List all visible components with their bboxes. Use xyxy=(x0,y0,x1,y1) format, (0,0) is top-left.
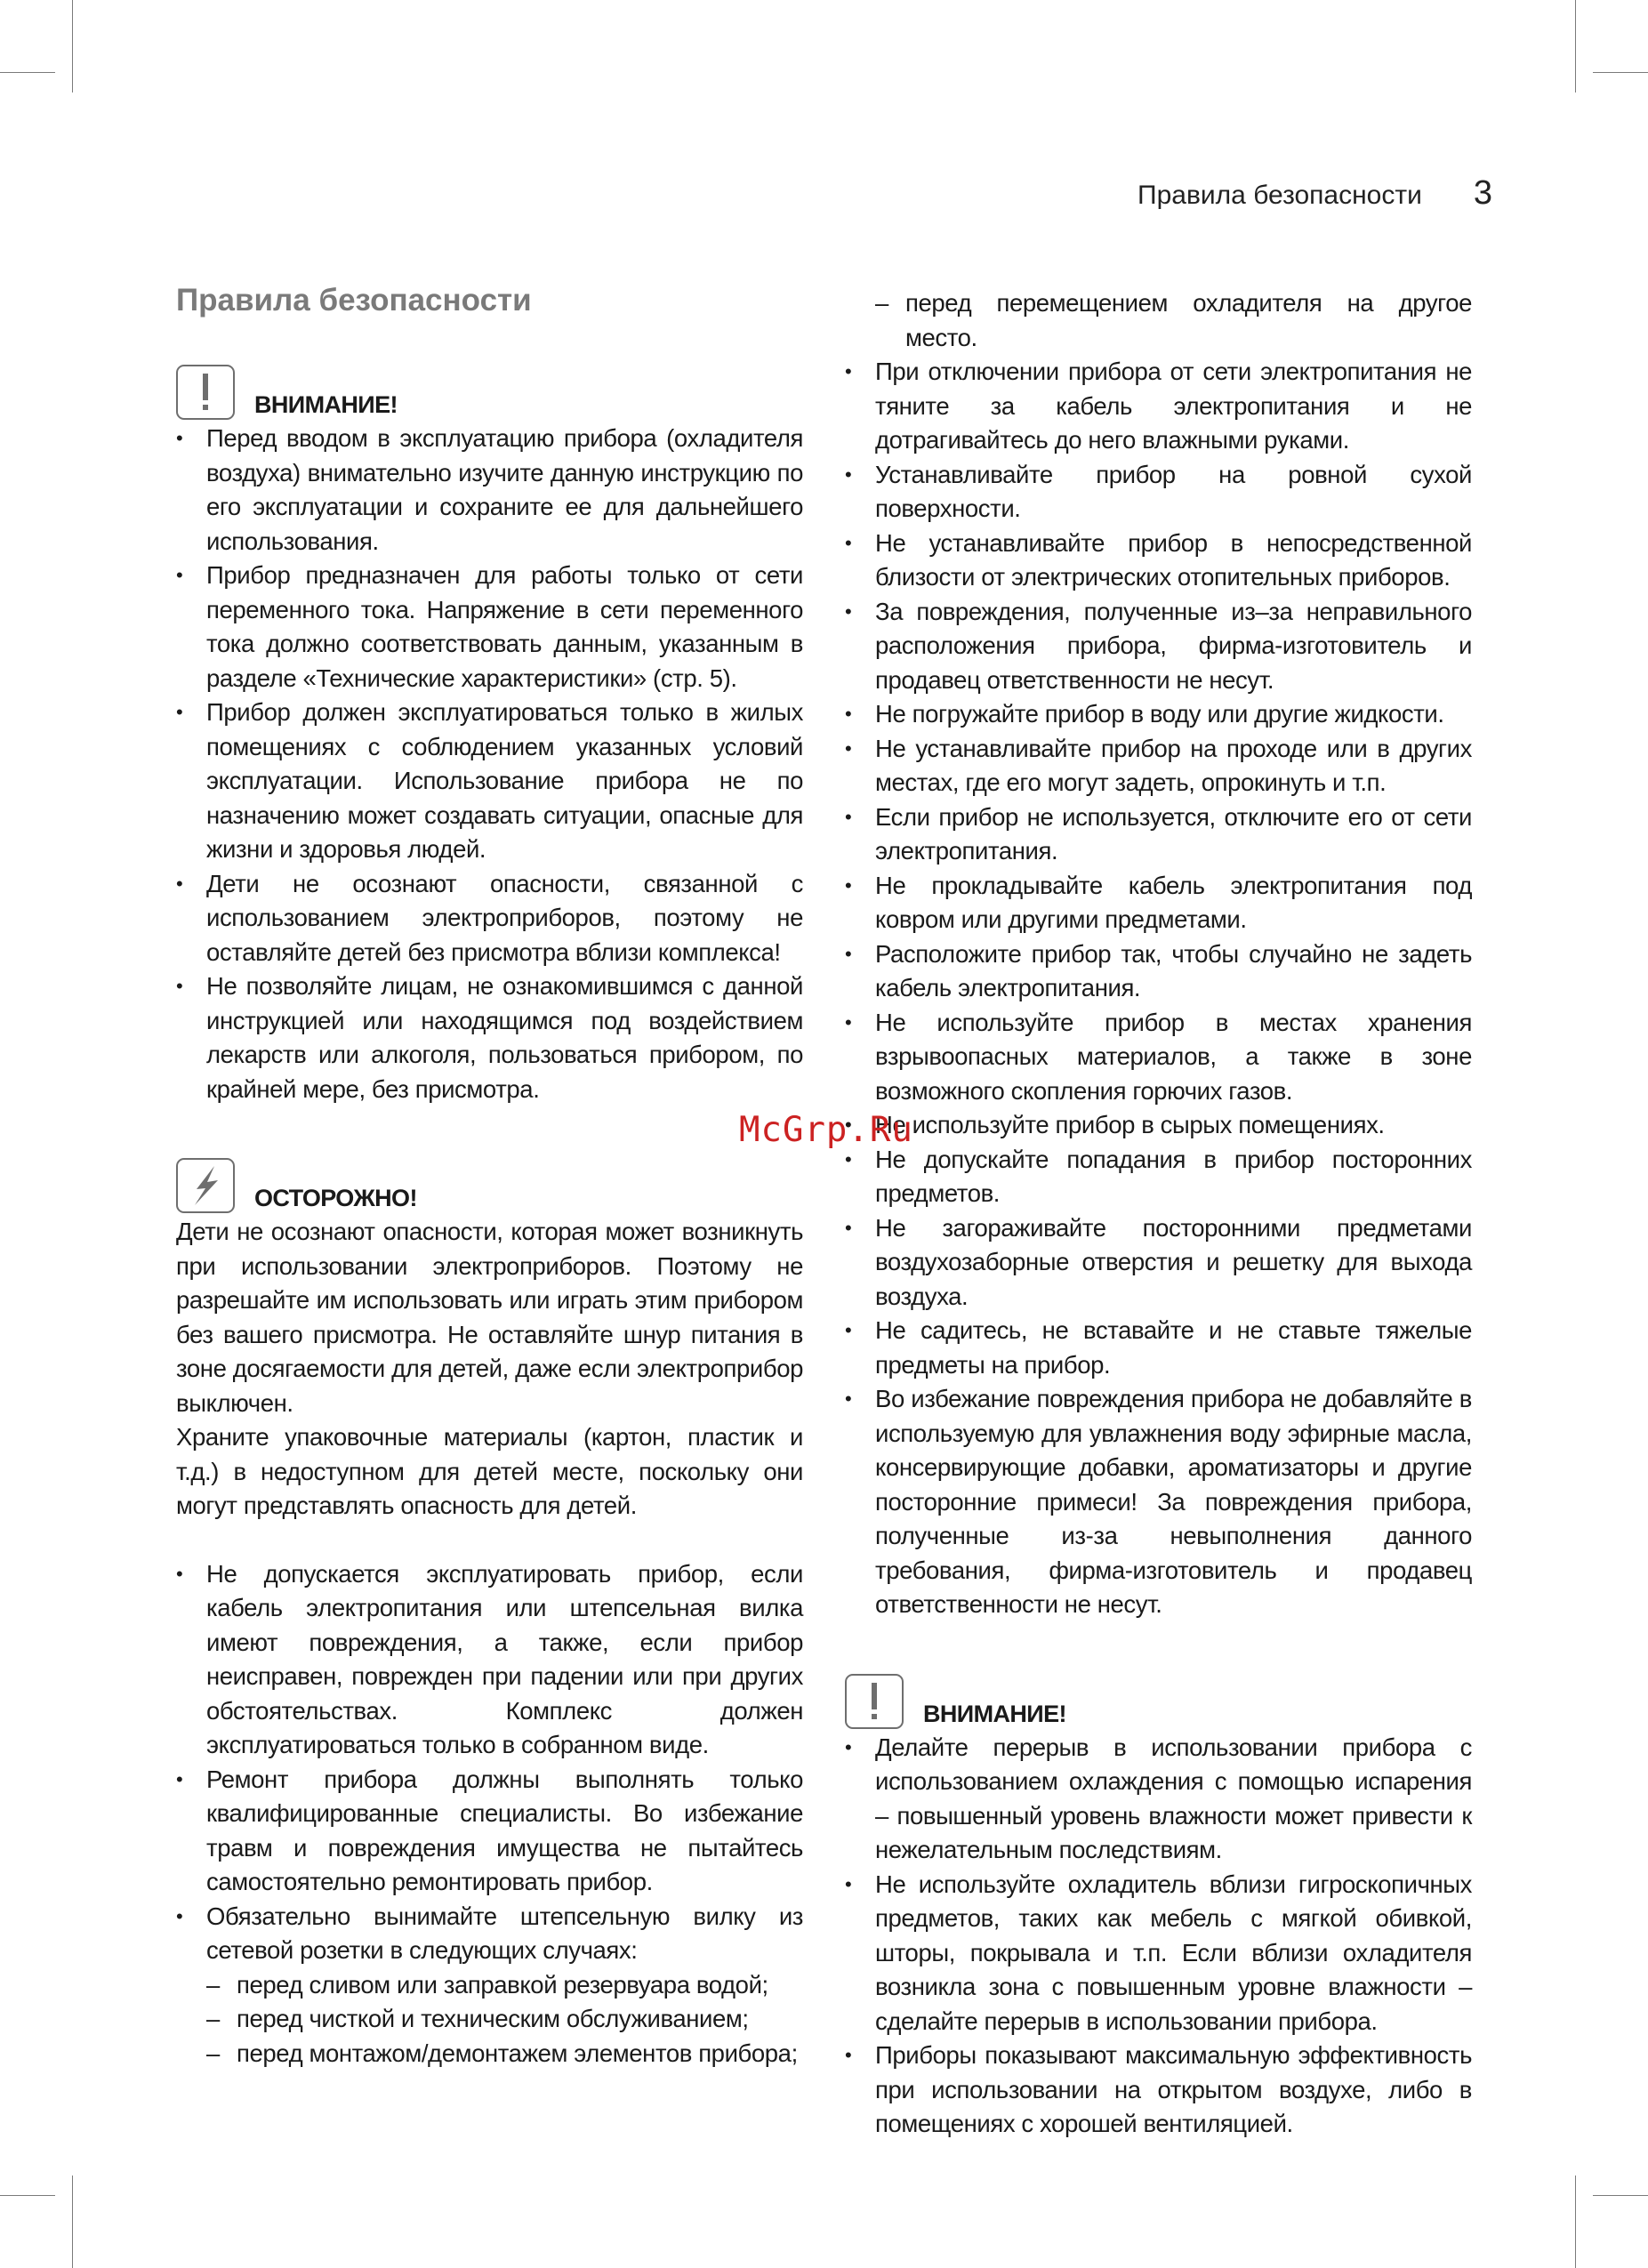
list-item: • Прибор предназначен для работы только от сети переменного тока. Напряжение в сети переменного тока должно соответствовать данным, указанным в разделе «Технические характеристики» (стр. 5). xyxy=(176,559,803,696)
list-item: • Во избежание повреждения прибора не добавляйте в используемую для увлажнения воду эфирные масла, консервирующие добавки, ароматизаторы и другие посторонние примеси! За повреждения прибора, полученные из-за невыполнения данного требования, фирма-изготовитель и продавец ответственности не несут. xyxy=(845,1382,1472,1622)
list-item: • Ремонт прибора должны выполнять только квалифицированные специалисты. Во избежание травм и повреждения имущества не пытайтесь самостоятельно ремонтировать прибор. xyxy=(176,1763,803,1900)
watermark: McGrp.Ru xyxy=(739,1110,913,1150)
list-item: • Устанавливайте прибор на ровной сухой поверхности. xyxy=(845,458,1472,527)
exclamation-icon xyxy=(176,365,235,420)
crop-mark xyxy=(0,2195,55,2196)
list-item-text: Обязательно вынимайте штепсельную вилку из сетевой розетки в следующих случаях: xyxy=(206,1902,803,1964)
list-item: • Не допускается эксплуатировать прибор, если кабель электропитания или штепсельная вилка имеют повреждения, а также, если прибор неисправен, поврежден при падении или при других обстоятельствах. Комплекс должен эксплуатироваться только в собранном виде. xyxy=(176,1557,803,1763)
list-item: • Не устанавливайте прибор на проходе или в других местах, где его могут задеть, опрокинуть и т.п. xyxy=(845,732,1472,800)
list-item: • Перед вводом в эксплуатацию прибора (охладителя воздуха) внимательно изучите данную инструкцию по его эксплуатации и сохраните ее для дальнейшего использования. xyxy=(176,422,803,559)
list-item: • Не используйте прибор в местах хранения взрывоопасных материалов, а также в зоне возможного скопления горючих газов. xyxy=(845,1006,1472,1109)
crop-mark xyxy=(0,72,55,73)
warning-list xyxy=(845,1731,1472,2142)
sub-list-item: – перед монтажом/демонтажем элементов прибора; xyxy=(206,2037,803,2071)
list-item: • Не используйте охладитель вблизи гигроскопичных предметов, таких как мебель с мягкой обивкой, шторы, покрывала и т.п. Если вблизи охладителя возникла зона с повышенным уровне влажности – сделайте перерыв в использовании прибора. xyxy=(845,1868,1472,2039)
lightning-icon xyxy=(176,1158,235,1213)
crop-mark xyxy=(72,0,73,92)
list-item: • Прибор должен эксплуатироваться только в жилых помещениях с соблюдением указанных условий эксплуатации. Использование прибора не по назначению может создавать ситуации, опасные для жизни и здоровья людей. xyxy=(176,696,803,867)
page-number: 3 xyxy=(1473,174,1492,212)
crop-mark xyxy=(1593,72,1648,73)
list-item: • Делайте перерыв в использовании прибора с использованием охлаждения с помощью испарения – повышенный уровень влажности может привести к нежелательным последствиям. xyxy=(845,1731,1472,1868)
list-item: • Не допускайте попадания в прибор посторонних предметов. xyxy=(845,1143,1472,1211)
left-column xyxy=(176,283,803,2071)
list-item: • За повреждения, полученные из–за неправильного расположения прибора, фирма-изготовитель и продавец ответственности не несут. xyxy=(845,595,1472,698)
safety-list xyxy=(845,355,1472,1622)
sub-list xyxy=(206,1968,803,2071)
caution-label: ОСТОРОЖНО! xyxy=(254,1185,417,1211)
list-item: • Не позволяйте лицам, не ознакомившимся с данной инструкцией или находящимся под воздействием лекарств или алкоголя, пользоваться прибором, по крайней мере, без присмотра. xyxy=(176,969,803,1106)
warning-notice xyxy=(176,359,803,420)
list-item: • Не используйте прибор в сырых помещениях. xyxy=(845,1108,1472,1143)
list-item: • Расположите прибор так, чтобы случайно не задеть кабель электропитания. xyxy=(845,937,1472,1006)
exclamation-icon xyxy=(845,1674,904,1729)
sub-list-item: – перед сливом или заправкой резервуара водой; xyxy=(206,1968,803,2003)
safety-list xyxy=(176,1557,803,2071)
crop-mark xyxy=(1575,2176,1576,2268)
list-item: • Не погружайте прибор в воду или другие жидкости. xyxy=(845,697,1472,732)
caution-notice xyxy=(176,1153,803,1213)
warning-label: ВНИМАНИЕ! xyxy=(254,391,398,418)
list-item: • Не прокладывайте кабель электропитания под ковром или другими предметами. xyxy=(845,869,1472,937)
list-item: • Если прибор не используется, отключите его от сети электропитания. xyxy=(845,800,1472,869)
crop-mark xyxy=(1575,0,1576,92)
sub-list-item: – перед чисткой и техническим обслуживанием; xyxy=(206,2002,803,2037)
warning-label: ВНИМАНИЕ! xyxy=(923,1700,1066,1727)
right-column xyxy=(845,286,1472,2142)
warning-notice xyxy=(845,1669,1472,1729)
sub-list-item: – перед перемещением охладителя на другое место. xyxy=(875,286,1472,355)
crop-mark xyxy=(1593,2195,1648,2196)
list-item: • Дети не осознают опасности, связанной с использованием электроприборов, поэтому не оставляйте детей без присмотра вблизи комплекса! xyxy=(176,867,803,970)
running-head xyxy=(1138,174,1492,213)
list-item: • Приборы показывают максимальную эффективность при использовании на открытом воздухе, либо в помещениях с хорошей вентиляцией. xyxy=(845,2039,1472,2142)
list-item: • Не садитесь, не вставайте и не ставьте тяжелые предметы на прибор. xyxy=(845,1314,1472,1382)
list-item: • Не загораживайте посторонними предметами воздухозаборные отверстия и решетку для выхода воздуха. xyxy=(845,1211,1472,1315)
caution-paragraph: Дети не осознают опасности, которая может возникнуть при использовании электроприборов. Поэтому не разрешайте им использовать или играть этим прибором без вашего присмотра. Не оставляйте шнур питания в зоне досягаемости для детей, даже если электроприбор выключен. xyxy=(176,1218,803,1417)
running-head-title: Правила безопасности xyxy=(1138,181,1422,210)
sub-list xyxy=(845,286,1472,355)
list-item: • Не устанавливайте прибор в непосредственной близости от электрических отопительных приборов. xyxy=(845,527,1472,595)
section-title: Правила безопасности xyxy=(176,283,532,318)
warning-list xyxy=(176,422,803,1106)
list-item xyxy=(176,1900,803,2071)
caution-paragraph: Храните упаковочные материалы (картон, пластик и т.д.) в недоступном для детей месте, поскольку они могут представлять опасность для детей. xyxy=(176,1423,803,1519)
crop-mark xyxy=(72,2176,73,2268)
list-item: • При отключении прибора от сети электропитания не тяните за кабель электропитания и не дотрагивайтесь до него влажными руками. xyxy=(845,355,1472,458)
